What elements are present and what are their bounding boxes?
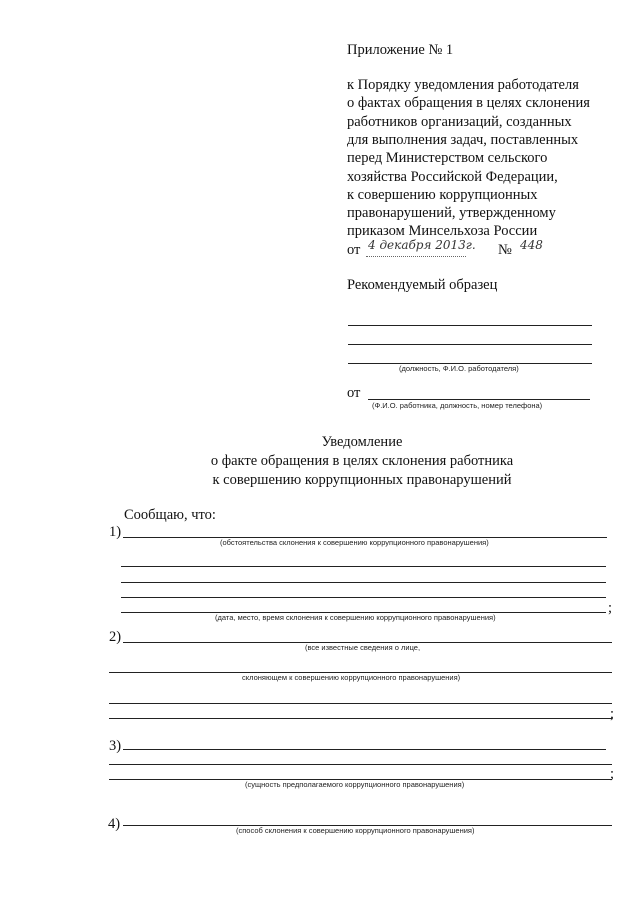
item-2-caption-2: склоняющем к совершению коррупционного правонарушения)	[242, 673, 461, 682]
appendix-line: хозяйства Российской Федерации,	[347, 168, 558, 185]
date-label: от	[347, 242, 361, 258]
appendix-line: приказом Минсельхоза России	[347, 223, 538, 240]
appendix-line: к Порядку уведомления работодателя	[347, 77, 579, 93]
intro-text: Сообщаю, что:	[124, 507, 216, 523]
appendix-line: правонарушений, утвержденному	[347, 205, 556, 222]
appendix-line: о фактах обращения в целях склонения	[347, 95, 590, 112]
employer-line-2	[348, 344, 592, 345]
from-label: от	[347, 385, 361, 401]
item-4-number: 4)	[108, 816, 121, 832]
item-3-caption: (сущность предполагаемого коррупционного правонарушения)	[245, 780, 465, 789]
item-1-caption-2: (дата, место, время склонения к совершению коррупционного правонарушения)	[215, 613, 496, 622]
item-3-line-2	[109, 764, 612, 765]
item-2-caption: (все известные сведения о лице,	[305, 643, 421, 652]
item-4-caption: (способ склонения к совершению коррупционного правонарушения)	[236, 826, 475, 835]
appendix-line: перед Министерством сельского	[347, 150, 548, 167]
item-3-number: 3)	[109, 738, 122, 754]
handwritten-number: 448	[520, 238, 543, 252]
appendix-line: работников организаций, созданных	[347, 113, 572, 130]
item-1-line-4	[121, 597, 606, 598]
item-2-line-4	[109, 718, 612, 719]
employee-line	[368, 399, 590, 400]
employer-line-1	[348, 325, 592, 326]
appendix-line: к совершению коррупционных	[347, 186, 538, 203]
heading-line-3: к совершению коррупционных правонарушений	[212, 472, 512, 488]
item-1-number: 1)	[109, 524, 122, 540]
item-1-semicolon: ;	[608, 600, 613, 616]
employer-caption: (должность, Ф.И.О. работодателя)	[399, 364, 519, 373]
employee-caption: (Ф.И.О. работника, должность, номер телефона)	[372, 401, 543, 410]
handwritten-date: 4 декабря 2013г.	[368, 238, 476, 252]
item-2-semicolon: ;	[610, 706, 615, 722]
item-3-line	[123, 749, 606, 750]
heading-line-2: о факте обращения в целях склонения работника	[210, 453, 514, 469]
item-1-line-3	[121, 582, 606, 583]
item-2-line-3	[109, 703, 612, 704]
number-label: №	[498, 242, 512, 258]
item-3-semicolon: ;	[610, 766, 615, 782]
item-1-caption: (обстоятельства склонения к совершению коррупционного правонарушения)	[220, 538, 489, 547]
appendix-line: для выполнения задач, поставленных	[347, 131, 579, 148]
appendix-title: Приложение № 1	[347, 42, 454, 58]
item-1-line-2	[121, 566, 606, 567]
heading-title: Уведомление	[321, 434, 403, 450]
recommended-sample: Рекомендуемый образец	[347, 277, 498, 293]
item-2-number: 2)	[109, 629, 122, 645]
